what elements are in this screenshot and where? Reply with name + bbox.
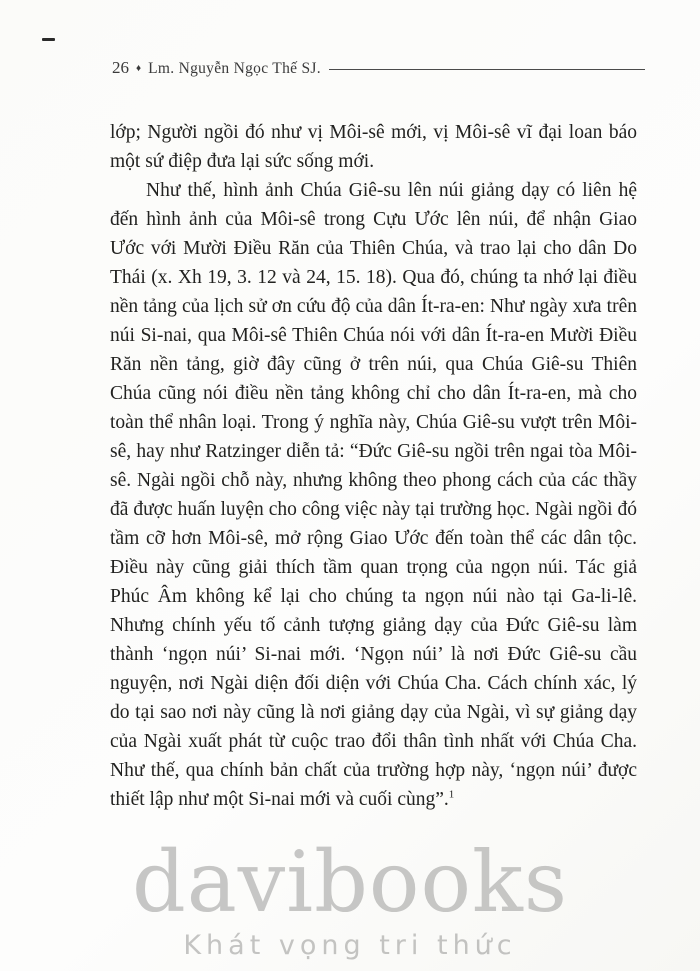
page-number: 26: [112, 58, 129, 77]
watermark-brand: davibooks: [131, 833, 569, 931]
footnote-marker: 1: [448, 788, 455, 801]
diamond-icon: ♦: [136, 63, 142, 74]
header-rule: [329, 69, 645, 70]
paragraph-continuation: lớp; Người ngồi đó như vị Môi-sê mới, vị Môi-sê vĩ đại loan báo một sứ điệp đưa lại sức sống mới.: [110, 122, 637, 172]
scan-artifact-mark: [42, 38, 55, 41]
body-text: [110, 118, 637, 814]
paragraph-main-text: Như thế, hình ảnh Chúa Giê-su lên núi giảng dạy có liên hệ đến hình ảnh của Môi-sê trong Cựu Ước lên núi, để nhận Giao Ước với Mười Điều Răn của Thiên Chúa, và trao lại cho dân Do Thái (x. Xh 19, 3. 12 và 24, 15. 18). Qua đó, chúng ta nhớ lại điều nền tảng của lịch sử ơn cứu độ của dân Ít-ra-en: Như ngày xưa trên núi Si-nai, qua Môi-sê Thiên Chúa nói với dân Ít-ra-en Mười Điều Răn nền tảng, giờ đây cũng ở trên núi, qua Chúa Giê-su Thiên Chúa cũng nói điều nền tảng không chỉ cho dân Ít-ra-en, mà cho toàn thể nhân loại. Trong ý nghĩa này, Chúa Giê-su vượt trên Môi-sê, hay như Ratzinger diễn tả: “Đức Giê-su ngồi trên ngai tòa Môi-sê. Ngài ngồi chỗ này, nhưng không theo phong cách của các thầy đã được huấn luyện cho công việc này tại trường học. Ngài ngồi đó tầm cỡ hơn Môi-sê, mở rộng Giao Ước đến toàn thể các dân tộc. Điều này cũng giải thích tầm quan trọng của ngọn núi. Tác giả Phúc Âm không kể lại cho chúng ta ngọn núi nào tại Ga-li-lê. Nhưng chính yếu tố cảnh tượng giảng dạy của Đức Giê-su làm thành ‘ngọn núi’ Si-nai mới. ‘Ngọn núi’ là nơi Đức Giê-su cầu nguyện, nơi Ngài diện đối diện với Chúa Cha. Cách chính xác, lý do tại sao nơi này cũng là nơi giảng dạy của Ngài, vì sự giảng dạy của Ngài xuất phát từ cuộc trao đổi thân tình nhất với Chúa Cha. Như thế, qua chính bản chất của trường hợp này, ‘ngọn núi’ được thiết lập như một Si-nai mới và cuối cùng”.: [110, 180, 637, 810]
watermark-slogan: Khát vọng tri thức: [183, 930, 517, 961]
paragraph-main: [110, 176, 637, 814]
watermark: [0, 833, 700, 961]
page-header: [112, 58, 645, 78]
author-name: Lm. Nguyễn Ngọc Thế SJ.: [148, 60, 321, 77]
